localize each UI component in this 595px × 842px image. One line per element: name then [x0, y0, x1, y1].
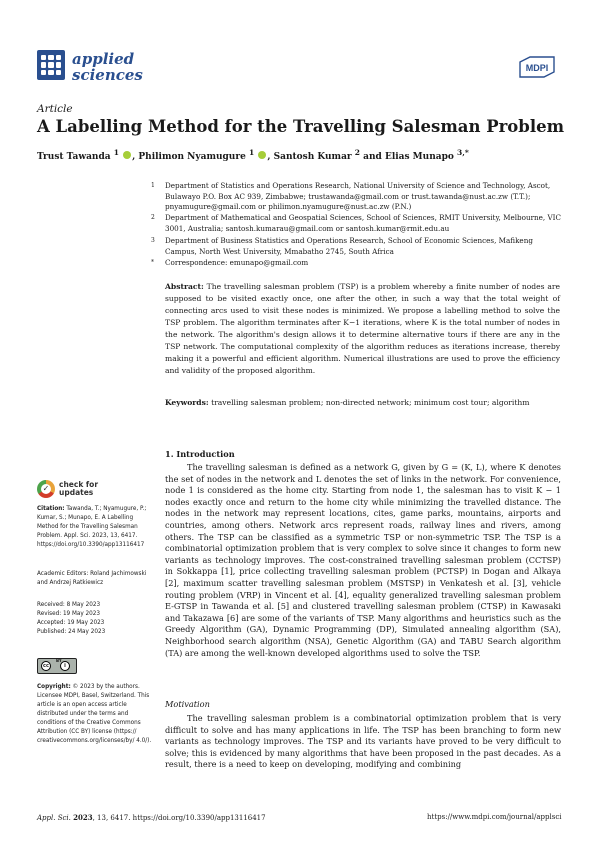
- author-affil-sup: 1: [113, 148, 119, 157]
- correspondence: [151, 258, 565, 269]
- author-name[interactable]: Trust Tawanda: [37, 152, 111, 162]
- author-separator: and: [360, 152, 385, 162]
- check-updates-icon: ✓: [37, 480, 55, 498]
- affiliation-number: 1: [151, 182, 155, 189]
- footer-doi[interactable]: , 13, 6417. https://doi.org/10.3390/app13116417: [92, 814, 266, 822]
- affiliation-number: 3: [151, 237, 155, 244]
- academic-editors: Academic Editors: Roland Jachimowski and Andrzej Ratkiewicz: [37, 571, 147, 586]
- attribution-icon: i: [60, 661, 70, 671]
- copyright-text: © 2023 by the authors. Licensee MDPI, Basel, Switzerland. This article is an open access article distributed under the terms and conditions of the Creative Commons Attribution (CC BY) license (https:// creativecommons.org/licenses/by/ 4.0/).: [37, 684, 152, 744]
- article-type: Article: [37, 103, 73, 115]
- intro-paragraph: The travelling salesman is defined as a network G, given by G = (K, L), where K denotes the set of nodes in the network and L denotes the set of links in the network. For convenience, node 1 is considered as the home city. Starting from node 1, the salesman has to visit K − 1 nodes exactly once and return to the home city while minimizing the travelled distance. The nodes in the network may represent locations, cites, game parks, mountains, airports and countries, among others. Network arcs represent roads, railway lines and rivers, among others. The TSP can be classified as a symmetric TSP or non-symmetric TSP. The TSP is a combinatorial optimization problem that is very complex to solve since it changes to form new variants as technology improves. The cost-constrained travelling salesman problem (CCTSP) in Sokkappa [1], price collecting travelling salesman problem (PCTSP) in Dogan and Alkaya [2], maximum scatter travelling salesman problem (MSTSP) in Venkatesh et al. [3], vehicle routing problem (VRP) in Vincent et al. [4], equality generalized travelling salesman problem E-GTSP in Tawanda et al. [5] and clustered travelling salesman problem (CTSP) in Kawasaki and Takazawa [6] are some of the variants of TSP. Many algorithms and heuristics such as the Greedy Algorithm (GA), Dynamic Programming (DP), Simulated annealing algorithm (SA), Neighborhood search algorithm (NSA), Genetic Algorithm (GA) and TABU Search algorithm (TA) are among the well-known developed algorithms used to solve the TSP.: [165, 462, 561, 658]
- journal-name-line1: applied: [72, 50, 135, 68]
- paper-title: A Labelling Method for the Travelling Salesman Problem: [37, 117, 565, 136]
- date-published: Published: 24 May 2023: [37, 629, 106, 635]
- affiliation-text: Department of Business Statistics and Operations Research, School of Economic Sciences, Mafikeng Campus, North West University, Mmabatho 2745, South Africa: [165, 236, 533, 256]
- affiliation-text: Department of Statistics and Operations Research, National University of Science and Technology, Ascot, Bulawayo P.O. Box AC 939, Zimbabwe; trustawanda@gmail.com or trust.tawanda@nust.ac.zw (T.T.); pnyamugure@gmail.com or philimon.nyamugure@nust.ac.zw (P.N.): [165, 181, 551, 211]
- footer-journal-url[interactable]: https://www.mdpi.com/journal/applsci: [427, 813, 562, 821]
- copyright-label: Copyright:: [37, 684, 71, 690]
- mdpi-logo-icon: [518, 56, 556, 78]
- abstract-text: The travelling salesman problem (TSP) is a problem whereby a finite number of nodes are supposed to be visited exactly once, one after the other, in such a way that the total weight of connecting arcs used to visit these nodes is minimized. We propose a labelling method to solve the TSP problem. The algorithm terminates after K−1 iterations, where K is the total number of nodes in the network. The algorithm's design allows it to determine alternative tours if there are any in the TSP network. The computational complexity of the algorithm reduces as iterations increase, thereby making it a powerful and efficient algorithm. Numerical illustrations are used to prove the efficiency and validity of the proposed algorithm.: [165, 282, 561, 375]
- author-name[interactable]: Philimon Nyamugure: [138, 152, 246, 162]
- citation-block: [37, 505, 153, 550]
- intro-body: [165, 462, 561, 659]
- affiliation-text: Correspondence: emunapo@gmail.com: [165, 258, 309, 267]
- journal-name: [72, 51, 143, 83]
- cc-by-license-icon[interactable]: [37, 658, 77, 674]
- section-heading: 1. Introduction: [165, 449, 235, 459]
- footer-year: 2023: [73, 813, 93, 822]
- journal-logo: [37, 50, 65, 80]
- abstract: [165, 281, 560, 377]
- citation-text: Tawanda, T.; Nyamugure, P.; Kumar, S.; Munapo, E. A Labelling Method for the Travelling Salesman Problem. Appl. Sci. 2023, 13, 6417. https://doi.org/10.3390/app13116417: [37, 506, 147, 548]
- date-revised: Revised: 19 May 2023: [37, 611, 101, 617]
- citation-label: Citation:: [37, 506, 65, 512]
- author-affil-sup: 2: [354, 148, 361, 157]
- copyright-block: [37, 683, 153, 746]
- affiliation-1: [151, 181, 565, 213]
- subsection-heading: Motivation: [165, 699, 210, 709]
- cc-icon: cc: [41, 661, 51, 671]
- author-affil-sup: 3,*: [457, 148, 469, 157]
- affiliation-text: Department of Mathematical and Geospatial Sciences, School of Sciences, RMIT University, Melbourne, VIC 3001, Australia; santosh.kumarau@gmail.com or santosh.kumar@rmit.edu.au: [165, 213, 562, 233]
- journal-name-line2: sciences: [72, 66, 143, 84]
- keywords-label: Keywords:: [165, 398, 209, 407]
- abstract-label: Abstract:: [165, 282, 204, 291]
- affiliation-number: 2: [151, 214, 155, 221]
- footer-citation: [37, 813, 266, 822]
- mdpi-logo-text: MDPI: [525, 63, 549, 73]
- affiliation-2: [151, 213, 565, 234]
- check-updates-label: [59, 481, 98, 497]
- keywords-text: travelling salesman problem; non-directed network; minimum cost tour; algorithm: [211, 398, 530, 407]
- keywords: [165, 397, 560, 409]
- check-for-updates-button[interactable]: [37, 480, 117, 500]
- date-accepted: Accepted: 19 May 2023: [37, 620, 105, 626]
- by-label: BY: [56, 658, 62, 663]
- publication-dates: [37, 601, 153, 637]
- orcid-icon[interactable]: [123, 151, 131, 159]
- author-list: [37, 148, 469, 162]
- motivation-paragraph: The travelling salesman problem is a combinatorial optimization problem that is very difficult to solve and has many applications in life. The TSP has been branching to form new variants as technology improves. The TSP and its variants have proved to be very difficult to solve; this is evidenced by many algorithms that have been proposed in the past decades. As a result, there is a need to keep on developing, modifying and combining: [165, 713, 561, 770]
- affiliation-3: [151, 236, 565, 257]
- check-updates-line1: check for: [59, 480, 99, 489]
- logo-grid-icon: [41, 55, 61, 75]
- check-updates-line2: updates: [59, 488, 94, 497]
- author-affil-sup: 1: [248, 148, 255, 157]
- footer-journal: Appl. Sci.: [37, 814, 71, 822]
- author-separator: ,: [132, 152, 139, 162]
- author-name[interactable]: Santosh Kumar: [273, 152, 352, 162]
- date-received: Received: 8 May 2023: [37, 602, 101, 608]
- affiliation-number: *: [151, 259, 154, 266]
- author-name[interactable]: Elias Munapo: [384, 152, 454, 162]
- author-separator: ,: [267, 152, 274, 162]
- orcid-icon[interactable]: [258, 151, 266, 159]
